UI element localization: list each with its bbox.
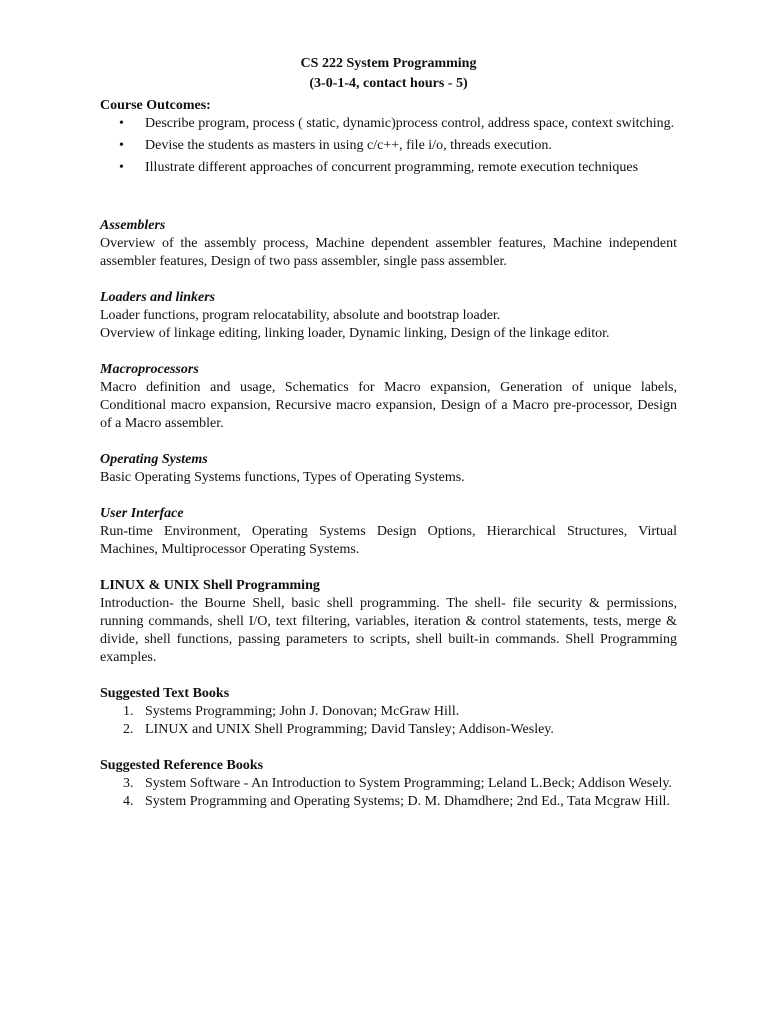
section-body: Introduction- the Bourne Shell, basic shell programming. The shell- file security & permissions, running commands, shell I/O, text filtering, variables, iteration & control statements, tests, merge & divide, shell functions, passing parameters to scripts, shell built-in commands. Shell Programming examples. [100,596,677,665]
outcome-text: Illustrate different approaches of concurrent programming, remote execution techniques [145,160,639,175]
section-heading: Loaders and linkers [100,290,216,305]
reference-books-list [100,775,677,811]
book-number: 3. [123,776,134,791]
outcome-item [100,137,677,155]
outcomes-heading: Course Outcomes: [100,98,211,113]
outcome-item [100,115,677,133]
book-item [100,793,677,811]
section-reference-books [100,757,677,811]
section-body: Run-time Environment, Operating Systems Design Options, Hierarchical Structures, Virtual Machines, Multiprocessor Operating Systems. [100,524,677,557]
section-heading: Assemblers [100,218,166,233]
outcome-text: Devise the students as masters in using c/c++, file i/o, threads execution. [145,138,552,153]
book-item [100,721,677,739]
book-text: Systems Programming; John J. Donovan; McGraw Hill. [145,704,460,719]
section-assemblers [100,217,677,271]
section-heading: Operating Systems [100,452,208,467]
section-text-books [100,685,677,739]
book-number: 4. [123,794,134,809]
section-heading: LINUX & UNIX Shell Programming [100,578,320,593]
bullet-icon: • [119,116,124,131]
book-text: System Programming and Operating Systems; D. M. Dhamdhere; 2nd Ed., Tata Mcgraw Hill. [145,794,670,809]
text-books-heading: Suggested Text Books [100,686,230,701]
book-text: System Software - An Introduction to System Programming; Leland L.Beck; Addison Wesely. [145,776,672,791]
section-user-interface [100,505,677,559]
section-line: Loader functions, program relocatability, absolute and bootstrap loader. [100,308,501,323]
outcome-text: Describe program, process ( static, dynamic)process control, address space, context switching. [145,116,675,131]
section-line: Overview of linkage editing, linking loader, Dynamic linking, Design of the linkage editor. [100,326,610,341]
book-item [100,703,677,721]
section-macroprocessors [100,361,677,433]
bullet-icon: • [119,138,124,153]
course-credits: (3-0-1-4, contact hours - 5) [309,76,468,91]
document-body [100,54,677,811]
course-title: CS 222 System Programming [300,56,477,71]
book-text: LINUX and UNIX Shell Programming; David Tansley; Addison-Wesley. [145,722,554,737]
text-books-list [100,703,677,739]
section-shell-programming [100,577,677,667]
section-heading: User Interface [100,506,184,521]
book-item [100,775,677,793]
section-loaders-linkers [100,289,677,343]
section-operating-systems [100,451,677,487]
outcomes-list [100,115,677,177]
outcome-item [100,159,677,177]
section-heading: Macroprocessors [100,362,199,377]
bullet-icon: • [119,160,124,175]
section-body: Overview of the assembly process, Machine dependent assembler features, Machine independent assembler features, Design of two pass assembler, single pass assembler. [100,236,677,269]
book-number: 1. [123,704,134,719]
book-number: 2. [123,722,134,737]
section-body: Macro definition and usage, Schematics for Macro expansion, Generation of unique labels, Conditional macro expansion, Recursive macro expansion, Design of a Macro pre-processor, Design of a Macro assembler. [100,380,677,431]
reference-books-heading: Suggested Reference Books [100,758,264,773]
section-body: Basic Operating Systems functions, Types of Operating Systems. [100,470,465,485]
